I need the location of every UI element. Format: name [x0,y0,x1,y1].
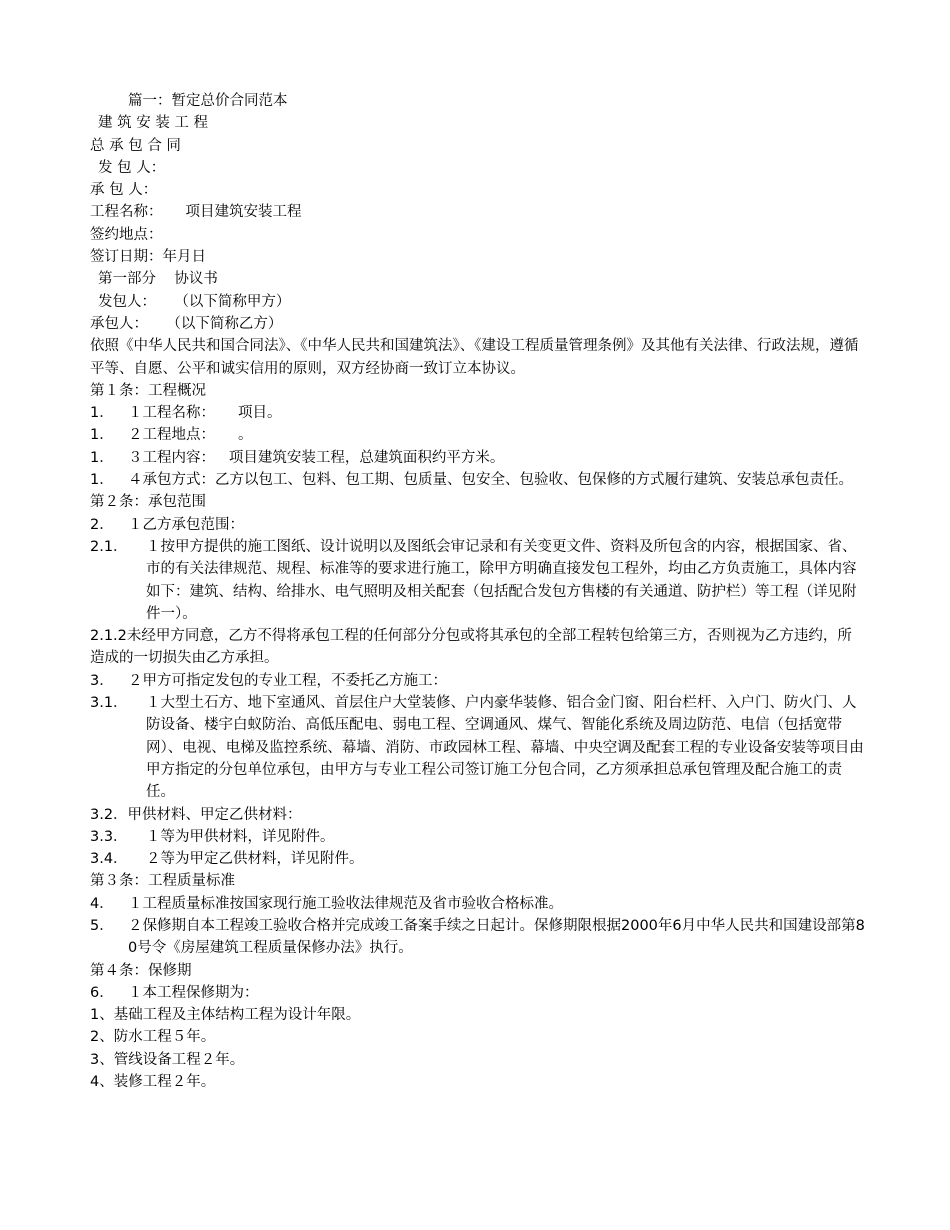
clause-text: １工程质量标准按国家现行施工验收法律规范及省市验收合格标准。 [128,895,563,912]
clause-3-1 [90,692,865,803]
clause-3-2-materials: 3.2．甲供材料、甲定乙供材料： [90,806,302,823]
clause-1-3 [90,447,865,469]
clause-text: １大型土石方、地下室通风、首层住户大堂装修、户内豪华装修、铝合金门窗、阳台栏杆、入户门、防火门、人防设备、楼宇白蚁防治、高低压配电、弱电工程、空调通风、煤气、智能化系统及周边防范、电信（包括宽带网）、电视、电梯及监控系统、幕墙、消防、市政园林工程、幕墙、中央空调及配套工程的专业设备安装等项目由甲方指定的分包单位承包，由甲方与专业工程公司签订施工分包合同，乙方须承担总承包管理及配合施工的责任。 [146,695,864,801]
clause-4-1 [90,893,865,915]
article-4-title: 第４条：保修期 [90,962,192,979]
clause-text: １工程名称： 项目。 [128,405,282,422]
clause-3-2 [90,670,865,692]
clause-6-1 [90,982,865,1004]
clause-5-2 [90,915,865,960]
clause-number: 3.4． [90,851,128,868]
clause-number: 1． [90,405,114,422]
sign-date-field: 签订日期：年月日 [90,249,206,266]
heading-general-contract: 总 承 包 合 同 [90,137,181,154]
contract-document [90,90,865,1093]
party-b-line: 承包人： （以下简称乙方） [90,315,283,332]
clause-number: 1． [90,427,114,444]
party-a-line: 发包人： （以下简称甲方） [98,293,291,310]
clause-3-3 [90,826,865,848]
clause-text: ２等为甲定乙供材料，详见附件。 [146,851,364,868]
clause-text: ２甲方可指定发包的专业工程，不委托乙方施工： [128,672,447,689]
clause-3-4 [90,848,865,870]
warranty-item-3: 3、管线设备工程２年。 [90,1051,245,1068]
clause-2-1-2: 2.1.2未经甲方同意，乙方不得将承包工程的任何部分分包或将其承包的全部工程转包给第三方，否则视为乙方违约，所造成的一切损失由乙方承担。 [90,628,852,667]
warranty-item-1: 1、基础工程及主体结构工程为设计年限。 [90,1007,361,1024]
clause-text: １乙方承包范围： [128,516,244,533]
article-2-title: 第２条：承包范围 [90,494,206,511]
clause-number: 6． [90,984,114,1001]
clause-1-1 [90,402,865,424]
heading-construction-install: 建 筑 安 装 工 程 [98,115,209,132]
sign-place-field: 签约地点： [90,226,163,243]
clause-text: １等为甲供材料，详见附件。 [146,828,335,845]
preamble-paragraph: 依照《中华人民共和国合同法》、《中华人民共和国建筑法》、《建设工程质量管理条例》及其他有关法律、行政法规，遵循平等、自愿、公平和诚实信用的原则，双方经协商一致订立本协议。 [90,338,859,377]
clause-number: 3.1． [90,695,128,712]
clause-number: 3.3． [90,828,128,845]
clause-number: 4． [90,895,114,912]
clause-text: ２工程地点： 。 [128,427,253,444]
part-one-heading: 第一部分 协议书 [98,271,218,288]
clause-1-4 [90,469,865,491]
clause-text: １按甲方提供的施工图纸、设计说明以及图纸会审记录和有关变更文件、资料及所包含的内容，根据国家、省、市的有关法律规范、规程、标准等的要求进行施工，除甲方明确直接发包工程外，均由乙方负责施工，具体内容如下：建筑、结构、给排水、电气照明及相关配套（包括配合发包方售楼的有关通道、防护栏）等工程（详见附件一）。 [146,538,857,622]
clause-number: 2． [90,516,114,533]
clause-number: 3． [90,672,114,689]
clause-text: １本工程保修期为： [128,984,259,1001]
clause-2-1-1 [90,536,865,625]
article-1-title: 第１条：工程概况 [90,382,206,399]
clause-1-2 [90,424,865,446]
warranty-item-4: 4、装修工程２年。 [90,1074,216,1091]
clause-number: 5． [90,917,114,934]
clause-number: 1． [90,449,114,466]
clause-text: ４承包方式：乙方以包工、包料、包工期、包质量、包安全、包验收、包保修的方式履行建筑、安装总承包责任。 [128,472,853,489]
clause-number: 2.1． [90,538,128,555]
warranty-item-2: 2、防水工程５年。 [90,1029,216,1046]
contractor-field: 承 包 人： [90,182,158,199]
clause-number: 1． [90,472,114,489]
project-name-field: 工程名称： 项目建筑安装工程 [90,204,302,221]
clause-2-1 [90,514,865,536]
employer-field: 发 包 人： [98,159,166,176]
article-3-title: 第３条：工程质量标准 [90,873,235,890]
clause-text: ２保修期自本工程竣工验收合格并完成竣工备案手续之日起计。保修期限根据2000年6月中华人民共和国建设部第80号令《房屋建筑工程质量保修办法》执行。 [128,917,865,957]
clause-text: ３工程内容： 项目建筑安装工程，总建筑面积约平方米。 [128,449,505,466]
document-title: 篇一：暂定总价合同范本 [128,93,288,109]
